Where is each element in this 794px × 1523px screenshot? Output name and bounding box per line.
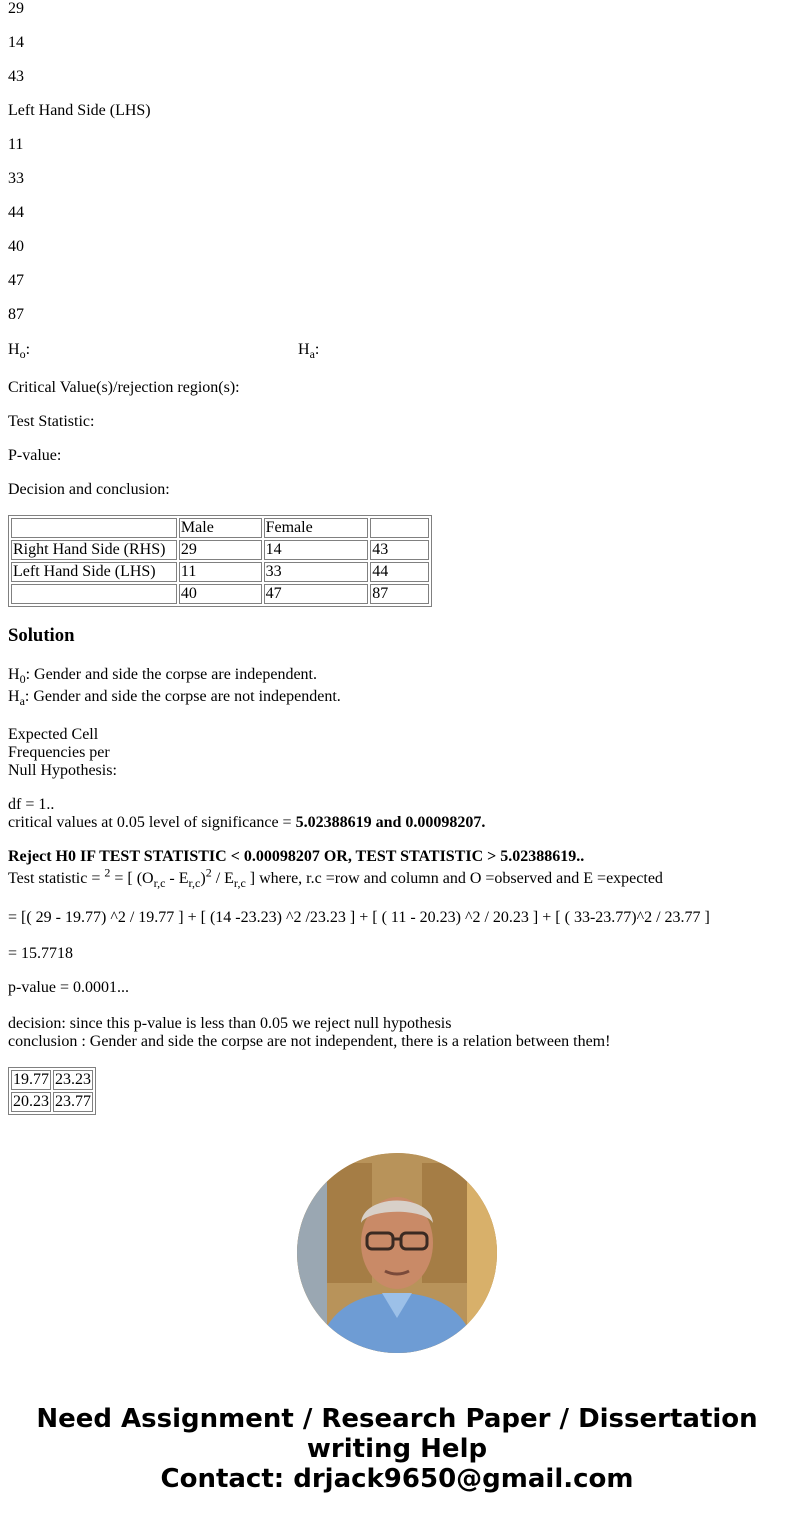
critical-value-prompt: Critical Value(s)/rejection region(s): bbox=[8, 379, 240, 396]
solution-heading: Solution bbox=[8, 625, 75, 646]
table-cell: Left Hand Side (LHS) bbox=[11, 562, 177, 582]
expected-label-line: Expected Cell bbox=[8, 726, 99, 743]
table-cell: 29 bbox=[179, 540, 262, 560]
text-line: 47 bbox=[8, 272, 24, 289]
degrees-of-freedom: df = 1.. bbox=[8, 796, 55, 813]
table-cell: 14 bbox=[264, 540, 369, 560]
table-cell: Right Hand Side (RHS) bbox=[11, 540, 177, 560]
test-statistic-formula: Test statistic = $^2$ = [ $(O_{r,c} - E_{r,c})^2 / E_{r,c}$ ] where, r.c =row and column and O =observed and E =expected bbox=[8, 865, 663, 891]
table-cell bbox=[11, 518, 177, 538]
critical-values: critical values at 0.05 level of significance = 5.02388619 and 0.00098207. bbox=[8, 814, 486, 831]
table-cell bbox=[370, 518, 429, 538]
text-line: 87 bbox=[8, 306, 24, 323]
text-line: 40 bbox=[8, 238, 24, 255]
table-row bbox=[11, 1070, 93, 1090]
table-cell: 43 bbox=[370, 540, 429, 560]
null-hypothesis: $H_0$: Gender and side the corpse are independent. bbox=[8, 666, 317, 687]
table-row bbox=[11, 1092, 93, 1112]
expected-label-line: Null Hypothesis: bbox=[8, 762, 117, 779]
table-cell: 33 bbox=[264, 562, 369, 582]
table-cell: 23.23 bbox=[55, 1071, 91, 1088]
test-statistic-result: = 15.7718 bbox=[8, 945, 74, 962]
p-value-prompt: P-value: bbox=[8, 447, 62, 464]
formula-expansion: = [( 29 - 19.77) ^2 / 19.77 ] + [ (14 -23.23) ^2 /23.23 ] + [ ( 11 - 20.23) ^2 / 20.23 ] + [ ( 33-23.77)^2 / 23.77 ] bbox=[8, 909, 710, 926]
table-row bbox=[11, 562, 429, 582]
table-cell: 44 bbox=[370, 562, 429, 582]
footer-contact: Contact: drjack9650@gmail.com bbox=[160, 1464, 634, 1494]
author-avatar bbox=[297, 1153, 497, 1353]
table-cell: 11 bbox=[179, 562, 262, 582]
decision-text: decision: since this p-value is less than 0.05 we reject null hypothesis bbox=[8, 1015, 452, 1032]
text-line: 29 bbox=[8, 0, 24, 17]
table-cell: Female bbox=[264, 518, 369, 538]
text-line: 33 bbox=[8, 170, 24, 187]
table-cell: 23.77 bbox=[55, 1093, 91, 1110]
table-row bbox=[11, 584, 429, 604]
text-line: 11 bbox=[8, 136, 24, 153]
footer-line: Need Assignment / Research Paper / Dissertation bbox=[36, 1404, 758, 1434]
decision-prompt: Decision and conclusion: bbox=[8, 481, 170, 498]
expected-frequencies-table bbox=[8, 1067, 96, 1115]
table-cell: 47 bbox=[264, 584, 369, 604]
table-cell: Male bbox=[179, 518, 262, 538]
text-line: 43 bbox=[8, 68, 24, 85]
footer-line: writing Help bbox=[306, 1434, 488, 1464]
p-value-result: p-value = 0.0001... bbox=[8, 979, 129, 996]
footer-promo bbox=[0, 1404, 794, 1494]
table-cell: 40 bbox=[179, 584, 262, 604]
alt-hypothesis: $H_a$: Gender and side the corpse are not independent. bbox=[8, 688, 341, 709]
text-line: Left Hand Side (LHS) bbox=[8, 102, 151, 119]
table-cell: 87 bbox=[370, 584, 429, 604]
conclusion-text: conclusion : Gender and side the corpse are not independent, there is a relation between them! bbox=[8, 1033, 611, 1050]
portrait-illustration bbox=[297, 1153, 497, 1353]
null-hypothesis-prompt: $H_o$: bbox=[8, 341, 31, 362]
reject-rule: Reject H0 IF TEST STATISTIC < 0.00098207 OR, TEST STATISTIC > 5.02388619.. bbox=[8, 848, 585, 865]
text-line: 44 bbox=[8, 204, 24, 221]
text-line: 14 bbox=[8, 34, 24, 51]
table-row bbox=[11, 540, 429, 560]
table-row bbox=[11, 518, 429, 538]
expected-label-line: Frequencies per bbox=[8, 744, 110, 761]
alt-hypothesis-prompt: $H_a$: bbox=[298, 341, 320, 362]
test-statistic-prompt: Test Statistic: bbox=[8, 413, 95, 430]
table-cell bbox=[11, 584, 177, 604]
table-cell: 19.77 bbox=[13, 1071, 49, 1088]
table-cell: 20.23 bbox=[13, 1093, 49, 1110]
contingency-table bbox=[8, 515, 432, 607]
